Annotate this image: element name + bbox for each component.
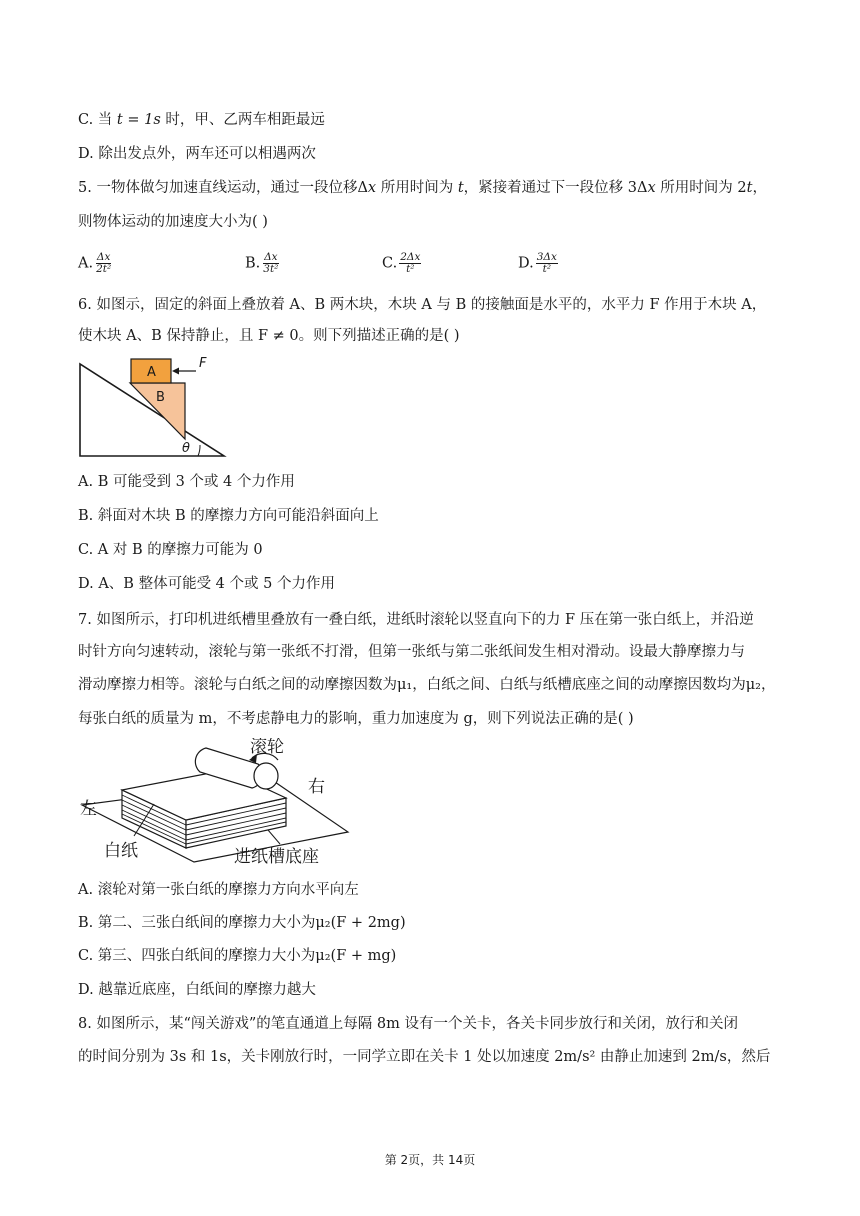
roller-end (254, 763, 278, 789)
q8-stem-line2: 的时间分别为 3s 和 1s，关卡刚放行时，一同学立即在关卡 1 处以加速度 2m/s² 由静止加速到 2m/s，然后 (78, 1049, 771, 1065)
q5-option-a (78, 252, 112, 275)
q7-option-a: A. 滚轮对第一张白纸的摩擦力方向水平向左 (78, 882, 359, 898)
q6-option-c: C. A 对 B 的摩擦力可能为 0 (78, 542, 263, 558)
q7-printer-figure (76, 738, 356, 868)
fraction (262, 252, 279, 275)
q5-text: 所用时间为 2 (655, 180, 747, 196)
q7-stem-line3: 滑动摩擦力相等。滚轮与白纸之间的动摩擦因数为μ₁，白纸之间、白纸与纸槽底座之间的动摩擦因数均为μ₂， (78, 677, 776, 693)
q6-option-a: A. B 可能受到 3 个或 4 个力作用 (78, 474, 295, 490)
q5-var: t (457, 180, 464, 196)
label-b: B (156, 390, 165, 405)
arrow-head-icon (172, 368, 179, 375)
q5-var: t (746, 180, 753, 196)
q7-option-d: D. 越靠近底座，白纸间的摩擦力越大 (78, 982, 316, 998)
label-paper: 白纸 (104, 841, 138, 861)
q4-option-d: D. 除出发点外，两车还可以相遇两次 (78, 146, 316, 162)
q6-option-b: B. 斜面对木块 B 的摩擦力方向可能沿斜面向上 (78, 508, 379, 524)
q5-text: 所用时间为 (376, 180, 458, 196)
q5-option-b (245, 252, 279, 275)
q6-option-d: D. A、B 整体可能受 4 个或 5 个力作用 (78, 576, 335, 592)
q8-stem-line1: 8. 如图所示，某“闯关游戏”的笔直通道上每隔 8m 设有一个关卡，各关卡同步放行和关闭，放行和关闭 (78, 1016, 738, 1032)
q6-stem-line1: 6. 如图示，固定的斜面上叠放着 A、B 两木块，木块 A 与 B 的接触面是水平的，水平力 F 作用于木块 A， (78, 297, 767, 313)
q7-stem-line4: 每张白纸的质量为 m，不考虑静电力的影响，重力加速度为 g，则下列说法正确的是( ) (78, 711, 634, 727)
q7-option-b: B. 第二、三张白纸间的摩擦力大小为μ₂(F + 2mg) (78, 915, 406, 931)
q4-option-c-text: C. 当 (78, 112, 117, 128)
q5-var: x (367, 180, 377, 196)
fraction-num: 3Δx (536, 251, 557, 263)
fraction-num: 2Δx (400, 251, 421, 263)
q6-incline-figure (78, 354, 228, 460)
q5-option-c (382, 252, 421, 275)
fraction-den: 3t² (263, 263, 279, 275)
fraction-num: Δx (264, 251, 278, 263)
q5-text: ，紧接着通过下一段位移 3Δ (463, 180, 648, 196)
fraction (95, 252, 112, 275)
label-base: 进纸槽底座 (234, 847, 319, 867)
label-a: A (147, 365, 156, 380)
label-roller: 滚轮 (250, 738, 284, 757)
option-label: D. (518, 255, 534, 272)
label-left: 左 (80, 799, 97, 819)
q6-stem-line2: 使木块 A、B 保持静止，且 F ≠ 0。则下列描述正确的是( ) (78, 328, 460, 344)
fraction (536, 252, 558, 275)
fraction (399, 252, 421, 275)
label-theta: θ (182, 441, 190, 456)
option-label: B. (245, 255, 261, 272)
q7-option-c: C. 第三、四张白纸间的摩擦力大小为μ₂(F + mg) (78, 948, 397, 964)
page-footer: 第 2页，共 14页 (384, 1153, 476, 1167)
q5-stem-line2: 则物体运动的加速度大小为( ) (78, 214, 268, 230)
q4-option-c-rest: 时，甲、乙两车相距最远 (160, 112, 325, 128)
q7-stem-line2: 时针方向匀速转动，滚轮与第一张纸不打滑，但第一张纸与第二张纸间发生相对滑动。设最大静摩擦力与 (78, 644, 745, 660)
q5-option-d (518, 252, 558, 275)
label-f: F (199, 356, 207, 371)
q5-text: ， (752, 180, 767, 196)
fraction-den: t² (542, 263, 552, 275)
q7-stem-line1: 7. 如图所示，打印机进纸槽里叠放有一叠白纸，进纸时滚轮以竖直向下的力 F 压在第一张白纸上，并沿逆 (78, 612, 754, 628)
q5-text: 5. 一物体做匀加速直线运动，通过一段位移Δ (78, 180, 368, 196)
option-label: C. (382, 255, 398, 272)
q4-option-c (78, 110, 325, 130)
q5-stem-line1 (78, 178, 767, 198)
q4-option-c-math: t = 1s (116, 112, 161, 128)
fraction-den: 2t² (96, 263, 112, 275)
option-label: A. (78, 255, 94, 272)
q5-var: x (647, 180, 656, 196)
fraction-den: t² (406, 263, 415, 275)
label-right: 右 (308, 777, 325, 797)
fraction-num: Δx (96, 251, 111, 263)
